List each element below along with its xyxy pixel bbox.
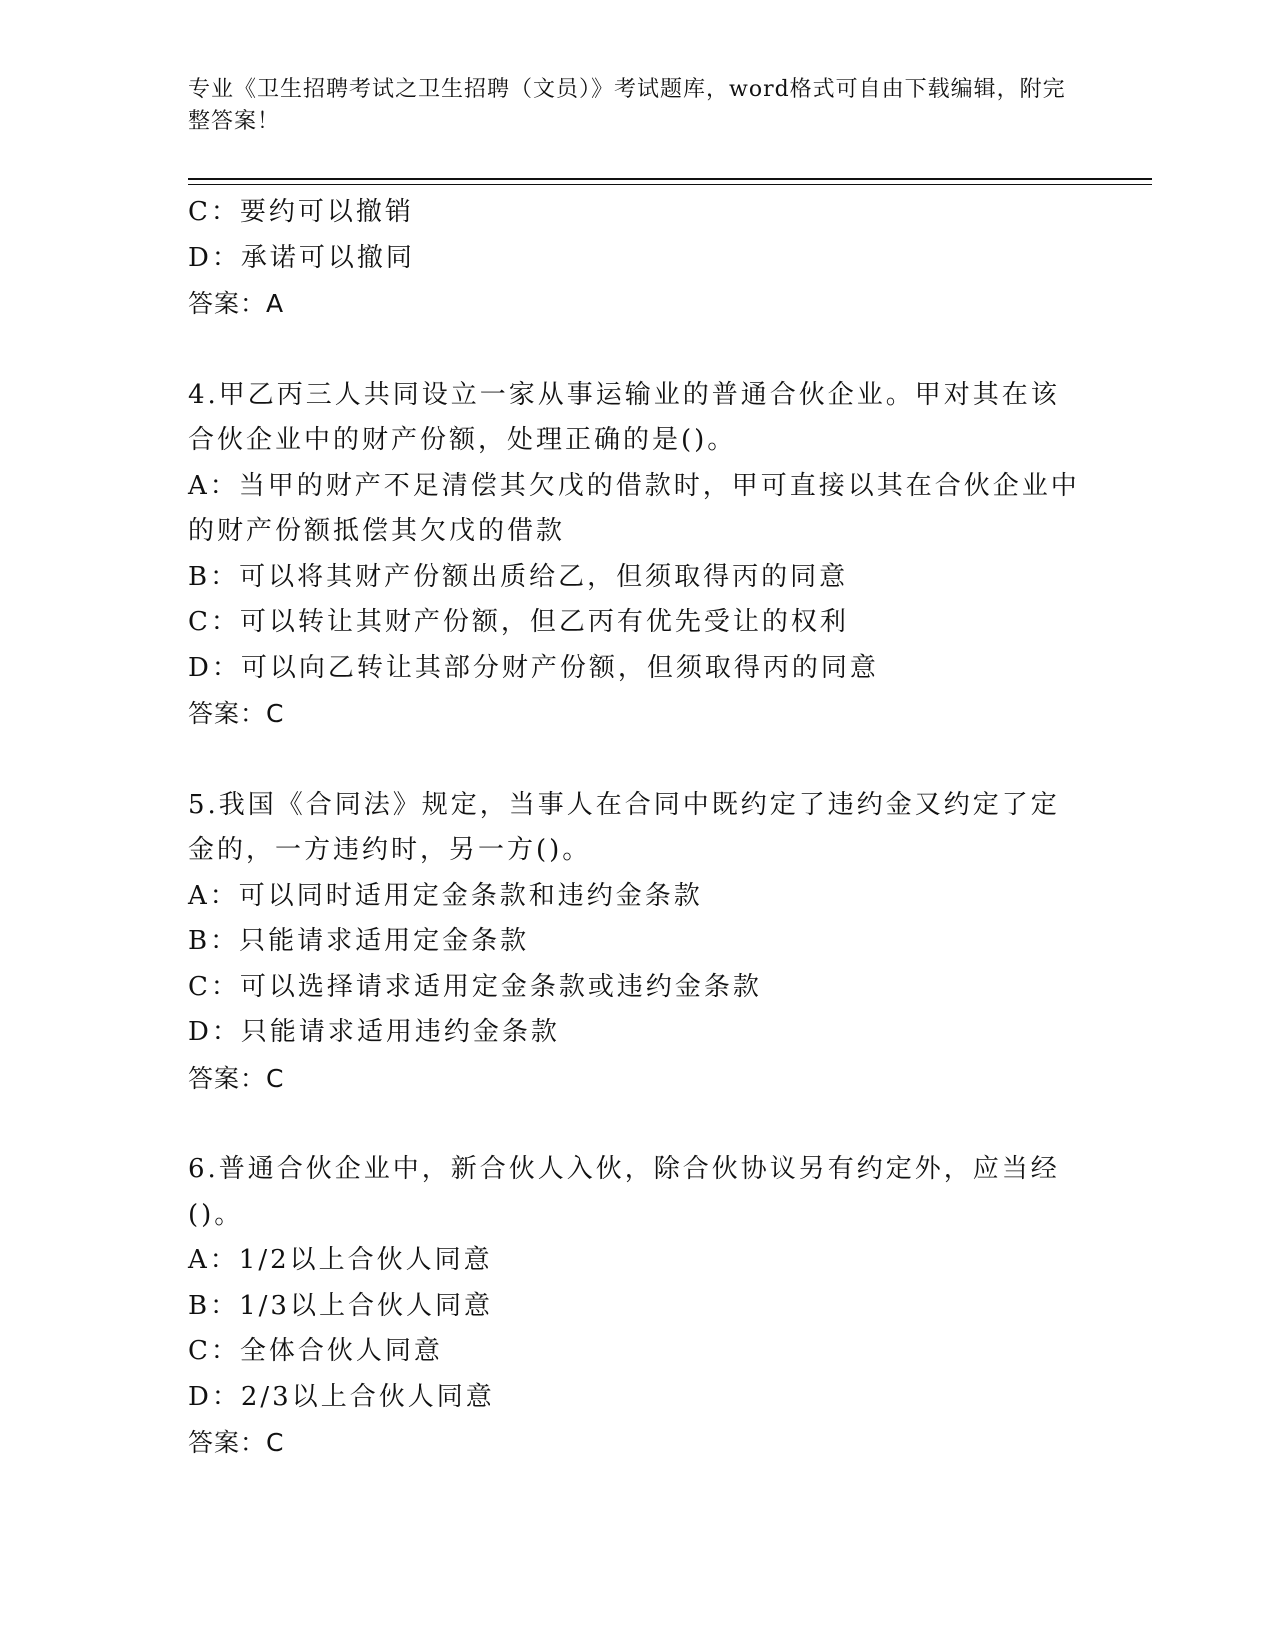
header-divider-thin bbox=[188, 184, 1152, 185]
answer-line: 答案：C bbox=[188, 699, 285, 728]
option-a: A：1/2以上合伙人同意 bbox=[188, 1245, 493, 1275]
option-d: D：只能请求适用违约金条款 bbox=[188, 1017, 560, 1047]
option-d: D：2/3以上合伙人同意 bbox=[188, 1381, 495, 1412]
option-d: D：可以向乙转让其部分财产份额，但须取得丙的同意 bbox=[188, 652, 879, 683]
question-5 bbox=[188, 783, 1088, 1102]
option-c: C：要约可以撤销 bbox=[188, 197, 414, 227]
question-content bbox=[188, 190, 1088, 1466]
option-b: B：只能请求适用定金条款 bbox=[188, 926, 530, 956]
option-b: B：可以将其财产份额出质给乙，但须取得丙的同意 bbox=[188, 561, 849, 592]
spacer bbox=[188, 327, 1088, 373]
answer-line: 答案：C bbox=[188, 1428, 285, 1457]
spacer bbox=[188, 737, 1088, 783]
option-c: C：全体合伙人同意 bbox=[188, 1336, 443, 1366]
header-divider-thick bbox=[188, 178, 1152, 180]
option-b: B：1/3以上合伙人同意 bbox=[188, 1290, 493, 1321]
question-stem: 5.我国《合同法》规定，当事人在合同中既约定了违约金又约定了定金的，一方违约时，另一方()。 bbox=[188, 789, 1060, 865]
option-a: A：可以同时适用定金条款和违约金条款 bbox=[188, 880, 703, 911]
question-stem: 6.普通合伙企业中，新合伙人入伙，除合伙协议另有约定外，应当经()。 bbox=[188, 1154, 1060, 1230]
option-c: C：可以选择请求适用定金条款或违约金条款 bbox=[188, 971, 762, 1002]
option-c: C：可以转让其财产份额，但乙丙有优先受让的权利 bbox=[188, 607, 849, 637]
option-d: D：承诺可以撤同 bbox=[188, 242, 415, 273]
question-stem: 4.甲乙丙三人共同设立一家从事运输业的普通合伙企业。甲对其在该合伙企业中的财产份额，处理正确的是()。 bbox=[188, 379, 1060, 455]
question-6 bbox=[188, 1147, 1088, 1466]
option-a: A：当甲的财产不足清偿其欠戊的借款时，甲可直接以其在合伙企业中的财产份额抵偿其欠戊的借款 bbox=[188, 470, 1080, 546]
question-4 bbox=[188, 373, 1088, 737]
answer-line: 答案：C bbox=[188, 1063, 285, 1093]
page-header: 专业《卫生招聘考试之卫生招聘（文员）》考试题库，word格式可自由下载编辑，附完整答案！ bbox=[188, 77, 1066, 134]
spacer bbox=[188, 1101, 1088, 1147]
answer-line: 答案：A bbox=[188, 289, 285, 318]
